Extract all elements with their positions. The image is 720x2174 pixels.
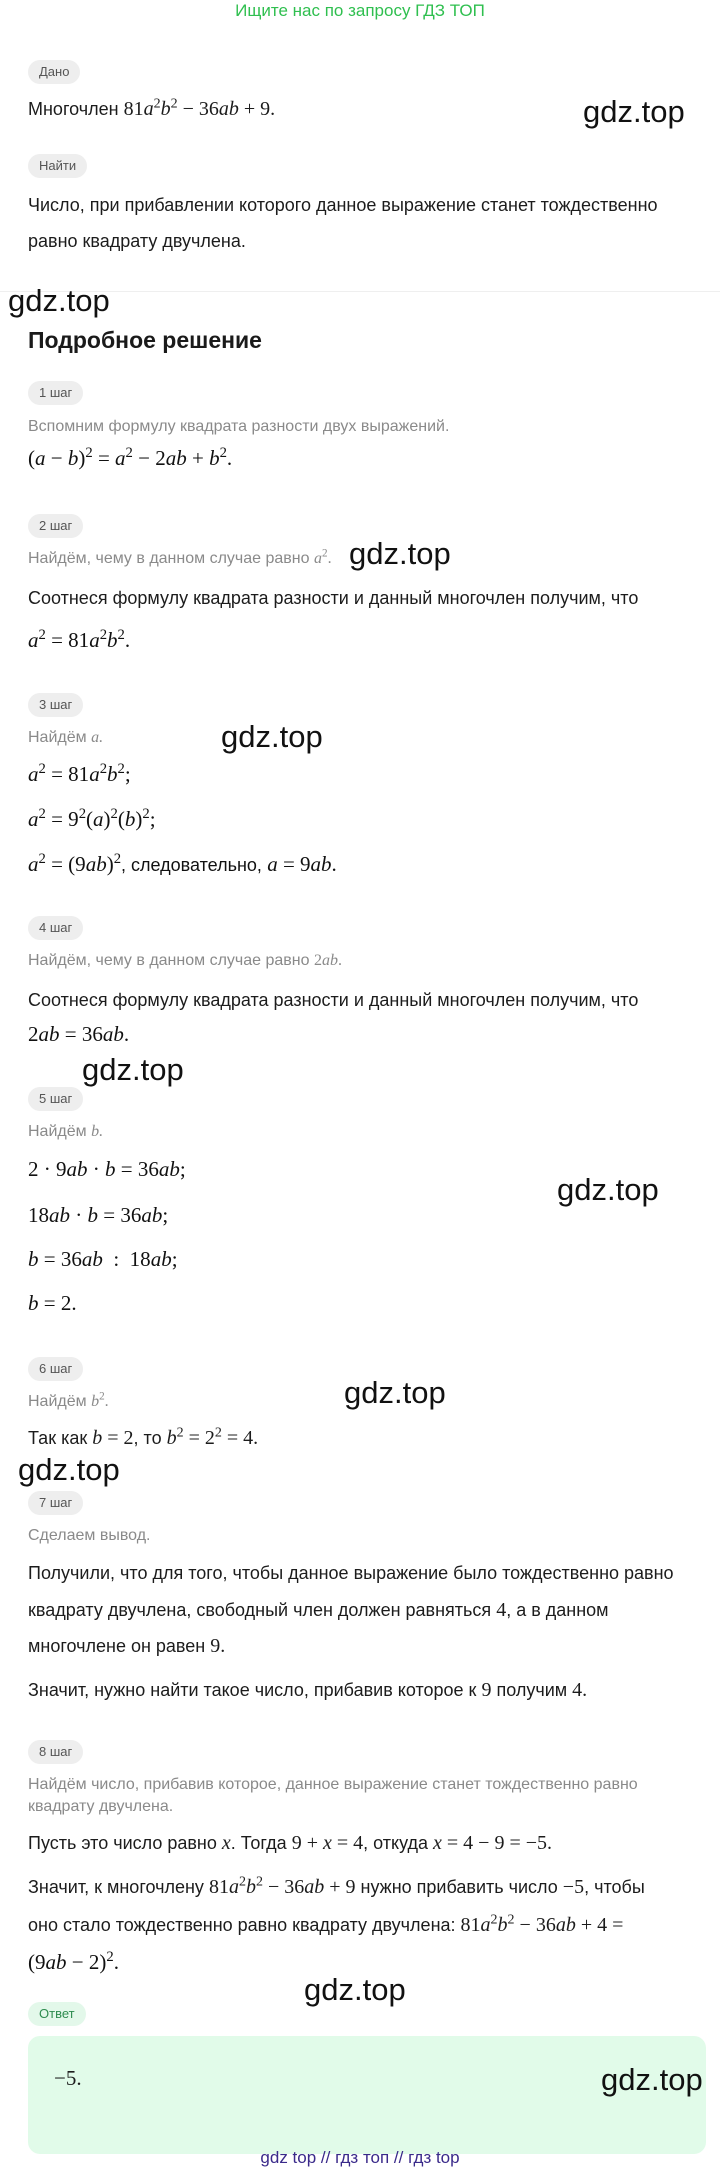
find-badge: Найти bbox=[28, 154, 87, 178]
watermark: gdz.top bbox=[18, 1452, 120, 1487]
step-6-badge: 6 шаг bbox=[28, 1357, 83, 1381]
step-4-badge: 4 шаг bbox=[28, 916, 83, 940]
step-7-line-3: многочлене он равен 9. bbox=[28, 1635, 226, 1657]
step-8-line-1: Пусть это число равно x. Тогда 9 + x = 4, откуда x = 4 − 9 = −5. bbox=[28, 1832, 553, 1854]
watermark: gdz.top bbox=[557, 1172, 659, 1207]
answer-badge: Ответ bbox=[28, 2002, 86, 2026]
watermark: gdz.top bbox=[221, 719, 323, 754]
step-4-hint: Найдём, чему в данном случае равно 2ab. bbox=[28, 952, 342, 969]
step-1-formula: $(a - b)^2 = a^2 - 2ab + b^2$. bbox=[28, 445, 233, 470]
given-text: Многочлен $81a^2b^2 - 36ab + 9$. bbox=[28, 96, 276, 120]
watermark: gdz.top bbox=[349, 536, 451, 571]
step-5-formula-2: 18ab · b = 36ab; bbox=[28, 1203, 169, 1227]
step-8-line-3: оно стало тождественно равно квадрату двучлена: $81a^2b^2 - 36ab + 4$ = bbox=[28, 1912, 624, 1936]
step-3-badge: 3 шаг bbox=[28, 693, 83, 717]
step-7-line-4: Значит, нужно найти такое число, прибавив которое к 9 получим 4. bbox=[28, 1679, 588, 1701]
watermark: gdz.top bbox=[304, 1972, 406, 2007]
find-line-2: равно квадрату двучлена. bbox=[28, 231, 246, 251]
step-6-text: Так как b = 2, то $b^2 = 2^2 = 4$. bbox=[28, 1425, 259, 1449]
step-8-badge: 8 шаг bbox=[28, 1740, 83, 1764]
step-2-hint: Найдём, чему в данном случае равно $a^2$. bbox=[28, 547, 332, 567]
step-1-badge: 1 шаг bbox=[28, 381, 83, 405]
watermark: gdz.top bbox=[583, 94, 685, 129]
step-2-formula: $a^2 = 81a^2b^2$. bbox=[28, 627, 131, 652]
given-prefix: Многочлен bbox=[28, 99, 119, 119]
step-5-formula-1: 2 · 9ab · b = 36ab; bbox=[28, 1157, 186, 1181]
watermark: gdz.top bbox=[82, 1052, 184, 1087]
step-5-badge: 5 шаг bbox=[28, 1087, 83, 1111]
top-search-hint[interactable]: Ищите нас по запросу ГДЗ ТОП bbox=[235, 1, 485, 20]
step-7-badge: 7 шаг bbox=[28, 1491, 83, 1515]
step-3-formula-3: $a^2 = (9ab)^2$, следовательно, a = 9ab. bbox=[28, 851, 337, 876]
watermark: gdz.top bbox=[344, 1375, 446, 1410]
step-5-formula-4: b = 2. bbox=[28, 1291, 77, 1315]
step-7-line-2: квадрату двучлена, свободный член должен равняться 4, а в данном bbox=[28, 1599, 609, 1621]
step-5-hint: Найдём b. bbox=[28, 1123, 104, 1140]
step-4-text: Соотнеся формулу квадрата разности и данный многочлен получим, что bbox=[28, 990, 639, 1010]
step-7-hint: Сделаем вывод. bbox=[28, 1527, 151, 1544]
step-8-hint-1: Найдём число, прибавив которое, данное выражение станет тождественно равно bbox=[28, 1776, 638, 1793]
step-8-line-2: Значит, к многочлену $81a^2b^2 - 36ab + 9$ нужно прибавить число −5, чтобы bbox=[28, 1874, 645, 1898]
step-3-hint: Найдём a. bbox=[28, 729, 104, 746]
step-2-badge: 2 шаг bbox=[28, 514, 83, 538]
bottom-links[interactable]: gdz top // гдз топ // гдз top bbox=[260, 2148, 460, 2167]
step-1-hint: Вспомним формулу квадрата разности двух выражений. bbox=[28, 418, 450, 435]
step-4-formula: 2ab = 36ab. bbox=[28, 1022, 130, 1046]
watermark: gdz.top bbox=[601, 2062, 703, 2097]
step-6-hint: Найдём $b^2$. bbox=[28, 1390, 109, 1410]
find-line-1: Число, при прибавлении которого данное выражение станет тождественно bbox=[28, 195, 658, 215]
watermark: gdz.top bbox=[8, 283, 110, 318]
answer-value: −5. bbox=[54, 2066, 82, 2090]
step-5-formula-3: b = 36ab : 18ab; bbox=[28, 1247, 178, 1271]
step-8-formula: $(9ab - 2)^2$. bbox=[28, 1949, 119, 1974]
solution-title: Подробное решение bbox=[28, 327, 262, 353]
step-3-formula-1: $a^2 = 81a^2b^2$; bbox=[28, 761, 131, 786]
step-3-formula-2: $a^2 = 9^2(a)^2(b)^2$; bbox=[28, 806, 156, 831]
step-8-hint-2: квадрату двучлена. bbox=[28, 1798, 174, 1815]
step-7-line-1: Получили, что для того, чтобы данное выражение было тождественно равно bbox=[28, 1563, 674, 1583]
given-badge: Дано bbox=[28, 60, 80, 84]
step-2-text: Соотнеся формулу квадрата разности и данный многочлен получим, что bbox=[28, 588, 639, 608]
